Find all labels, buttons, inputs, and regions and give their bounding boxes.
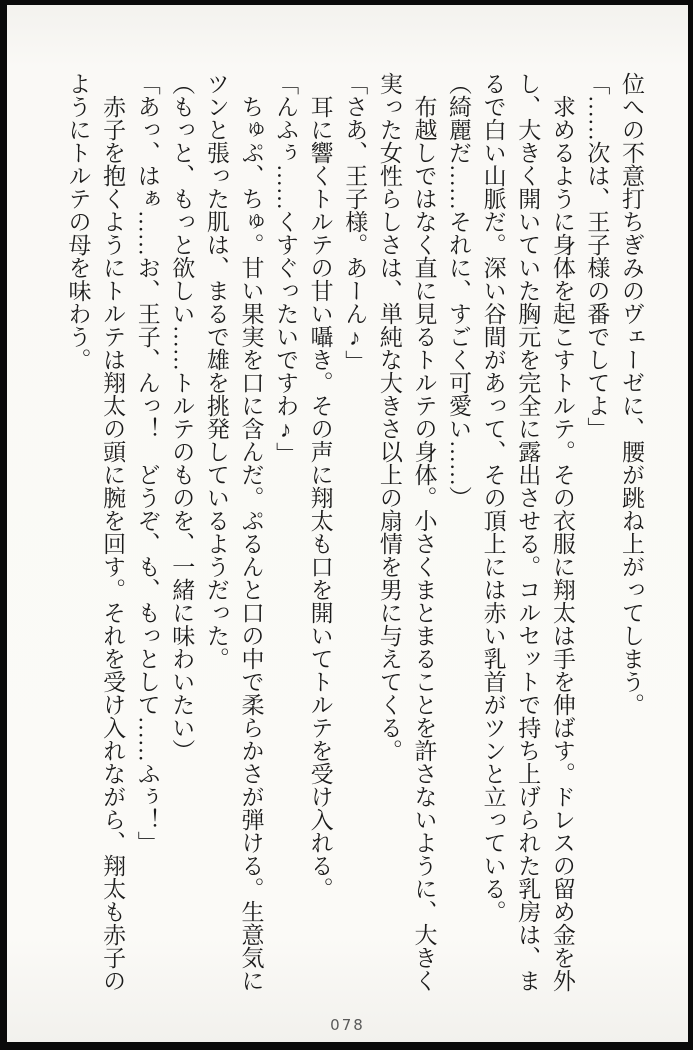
text-paragraph: 「あっ、はぁ……お、王子、んっ！ どうぞ、も、もっとして……ふぅ！」 [134,72,160,854]
text-paragraph: （綺麗だ……それに、すごく可愛い……） [446,72,472,509]
text-paragraph: 「んふぅ……くすぐったいですわ♪」 [273,72,299,465]
text-paragraph: 求めるように身体を起こすトルテ。その衣服に翔太は手を伸ばす。ドレスの留め金を外し、大きく開いていた胸元を完全に露出させる。コルセットで持ち上げられた乳房は、まるで白い山脈だ。深い谷間があって、その頂上には赤い乳首がツンと立っている。 [480,72,575,992]
text-paragraph: 「……次は、王子様の番でしてよ」 [584,72,610,440]
text-paragraph: 布越しではなく直に見るトルテの身体。小さくまとまることを許さないように、大きく実った女性らしさは、単純な大きさ以上の扇情を男に与えてくる。 [376,72,437,992]
text-paragraph: 位への不意打ちぎみのヴェーゼに、腰が跳ね上がってしまう。 [619,72,644,716]
page-number: 078 [330,1016,365,1034]
text-paragraph: 赤子を抱くようにトルテは翔太の頭に腕を回す。それを受け入れながら、翔太も赤子のようにトルテの母を味わう。 [65,72,126,992]
book-page [7,5,688,1042]
text-paragraph: （もっと、もっと欲しい……トルテのものを、一緒に味わいたい） [169,72,195,762]
novel-text-area [60,72,648,996]
text-paragraph: 「さあ、王子様。あーん♪」 [342,72,368,373]
text-paragraph: ちゅぷ、ちゅ。甘い果実を口に含んだ。ぷるんと口の中で柔らかさが弾ける。生意気にツンと張った肌は、まるで雄を挑発しているようだった。 [203,72,264,992]
text-paragraph: 耳に響くトルテの甘い囁き。その声に翔太も口を開いてトルテを受け入れる。 [307,95,333,900]
